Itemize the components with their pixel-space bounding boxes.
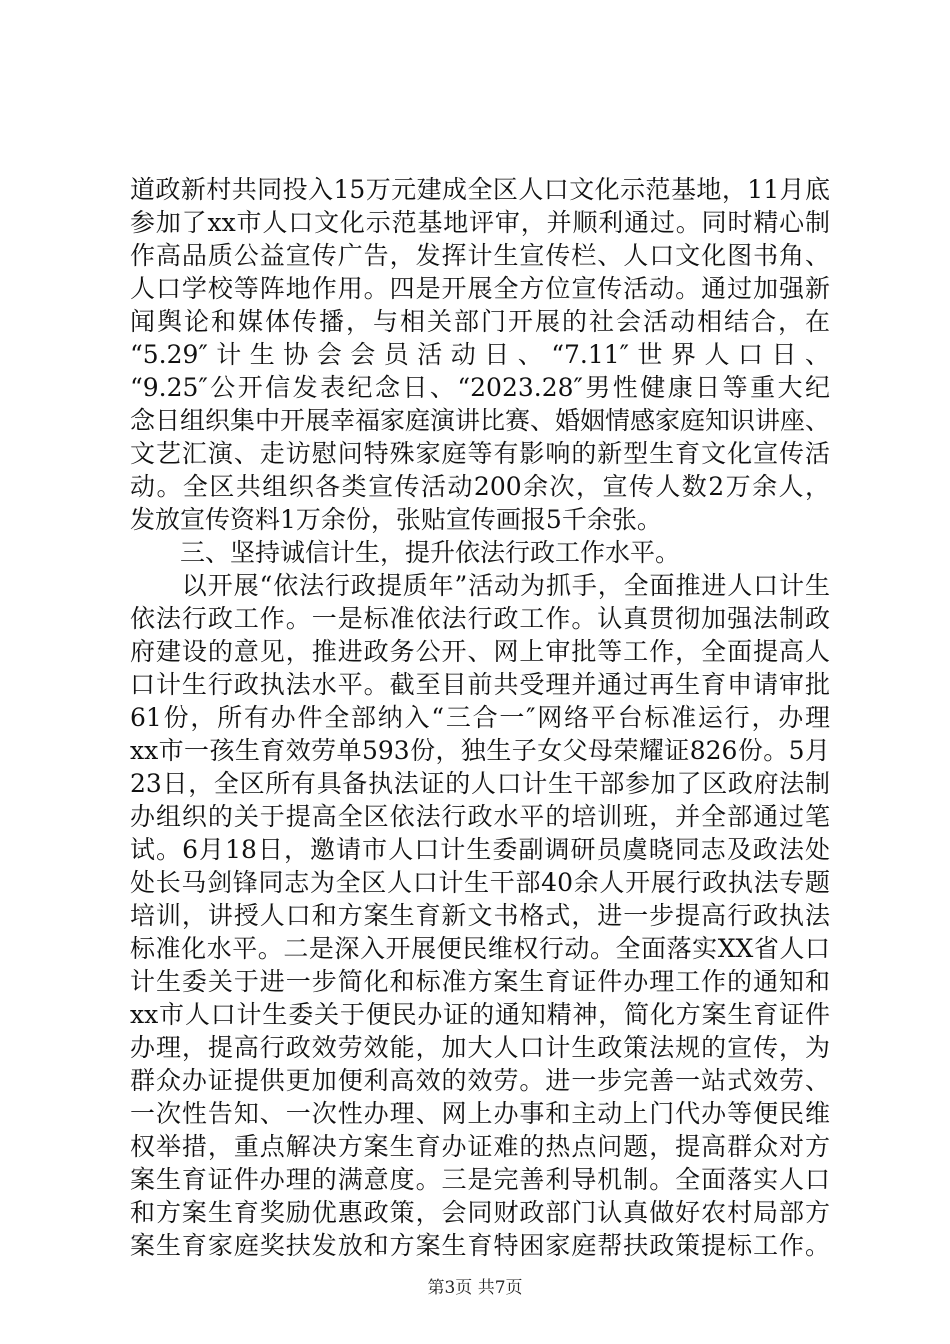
text-line: 培训，讲授人口和方案生育新文书格式，进一步提高行政执法 [130,901,830,930]
text-line: 闻舆论和媒体传播，与相关部门开展的社会活动相结合，在 [130,307,830,336]
text-line: 口计生行政执法水平。截至目前共受理并通过再生育申请审批 [130,670,830,699]
text-line: 人口学校等阵地作用。四是开展全方位宣传活动。通过加强新 [130,274,830,303]
text-line: 动。全区共组织各类宣传活动200余次，宣传人数2万余人， [130,472,830,501]
text-line: 处长马剑锋同志为全区人口计生干部40余人开展行政执法专题 [130,868,830,897]
text-line: 试。6月18日，邀请市人口计生委副调研员虞晓同志及政法处 [130,835,830,864]
text-line: 参加了xx市人口文化示范基地评审，并顺利通过。同时精心制 [130,208,830,237]
text-line: 道政新村共同投入15万元建成全区人口文化示范基地，11月底 [130,175,830,204]
text-line: 61份，所有办件全部纳入“三合一″网络平台标准运行，办理 [130,703,830,732]
text-line: 办理，提高行政效劳效能，加大人口计生政策法规的宣传，为 [130,1033,830,1062]
text-line: 依法行政工作。一是标准依法行政工作。认真贯彻加强法制政 [130,604,830,633]
text-line: 权举措，重点解决方案生育办证难的热点问题，提高群众对方 [130,1132,830,1161]
text-line: xx市人口计生委关于便民办证的通知精神，简化方案生育证件 [130,1000,830,1029]
text-line: 和方案生育奖励优惠政策，会同财政部门认真做好农村局部方 [130,1198,830,1227]
text-line: 念日组织集中开展幸福家庭演讲比赛、婚姻情感家庭知识讲座、 [130,406,831,435]
text-line: 作高品质公益宣传广告，发挥计生宣传栏、人口文化图书角、 [130,241,830,270]
text-line: 文艺汇演、走访慰问特殊家庭等有影响的新型生育文化宣传活 [130,439,830,468]
text-line: 计生委关于进一步简化和标准方案生育证件办理工作的通知和 [130,967,830,996]
text-line: 23日，全区所有具备执法证的人口计生干部参加了区政府法制 [130,769,830,798]
page-footer: 第3页 共7页 [427,1278,523,1298]
text-line: 标准化水平。二是深入开展便民维权行动。全面落实XX省人口 [130,934,830,963]
text-line: 发放宣传资料1万余份，张贴宣传画报5千余张。 [130,505,662,534]
text-line: 一次性告知、一次性办理、网上办事和主动上门代办等便民维 [130,1099,830,1128]
text-line: “9.25″公开信发表纪念日、“2023.28″男性健康日等重大纪 [130,373,830,402]
text-line: 群众办证提供更加便利高效的效劳。进一步完善一站式效劳、 [130,1066,830,1095]
section-heading: 三、坚持诚信计生，提升依法行政工作水平。 [130,538,681,567]
text-line: xx市一孩生育效劳单593份，独生子女父母荣耀证826份。5月 [130,736,830,765]
text-line: 府建设的意见，推进政务公开、网上审批等工作，全面提高人 [130,637,830,666]
text-line: “5.29″计生协会会员活动日、“7.11″世界人口日、 [130,340,830,369]
text-line: 以开展“依法行政提质年”活动为抓手，全面推进人口计生 [130,571,830,600]
text-line: 案生育家庭奖扶发放和方案生育特困家庭帮扶政策提标工作。 [130,1231,830,1260]
text-line: 办组织的关于提高全区依法行政水平的培训班，并全部通过笔 [130,802,830,831]
text-line: 案生育证件办理的满意度。三是完善利导机制。全面落实人口 [130,1165,830,1194]
